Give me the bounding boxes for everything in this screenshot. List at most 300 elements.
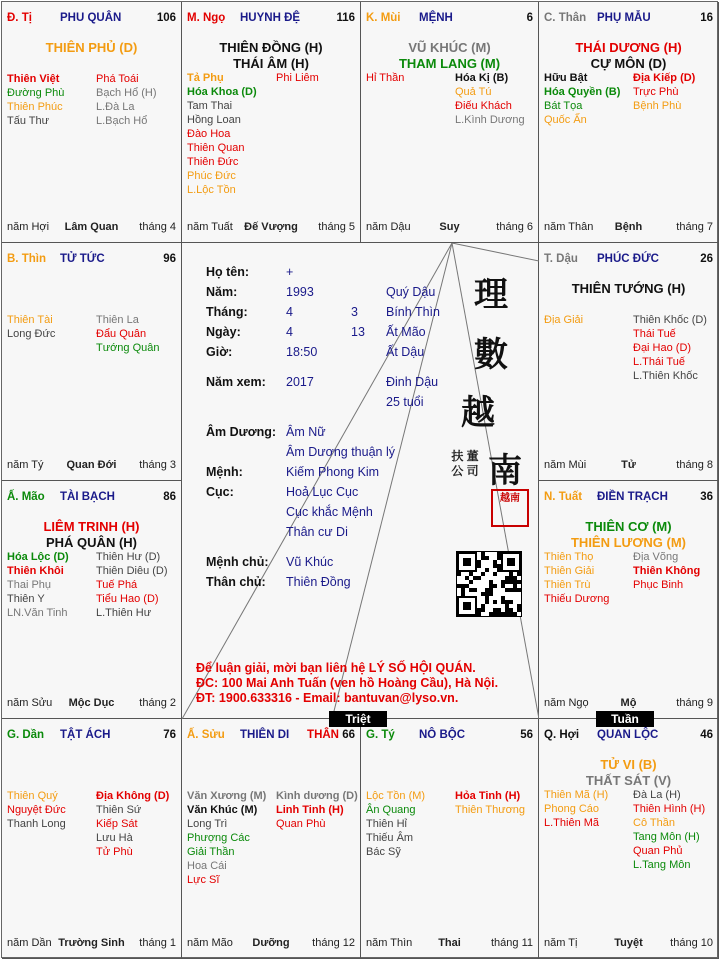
minor-star: Kình dương (D) xyxy=(276,790,358,802)
palace-age: 46 xyxy=(700,729,713,741)
info-value: 4 xyxy=(286,325,293,339)
year-label: năm Sửu xyxy=(7,697,53,709)
palace-age: 66 xyxy=(342,729,355,741)
year-label: năm Tị xyxy=(544,937,578,949)
minor-star: Thiên Việt xyxy=(7,73,60,85)
minor-star: Long Trì xyxy=(187,818,228,830)
minor-star: Thiên Hư (D) xyxy=(96,551,161,563)
main-star: THAM LANG (M) xyxy=(398,56,501,71)
minor-star: Hóa Khoa (D) xyxy=(187,86,257,98)
minor-stars-left xyxy=(7,789,66,831)
palace-name: PHU QUÂN xyxy=(60,12,122,24)
contact-line-1: Để luận giải, mời bạn liên hệ LÝ SỐ HỘI QUÁN. xyxy=(196,661,476,675)
palace-name: PHỤ MẪU xyxy=(597,12,651,24)
minor-star: Hồng Loan xyxy=(187,114,241,126)
calligraphy-char: 數 xyxy=(474,335,508,375)
minor-star: Bạch Hổ (H) xyxy=(96,87,157,99)
info-canchi: Ất Mão xyxy=(386,325,426,339)
calligraphy-char: 南 xyxy=(488,451,522,491)
minor-stars-right xyxy=(455,71,525,127)
minor-star: Đẩu Quân xyxy=(96,328,147,340)
minor-star: Văn Khúc (M) xyxy=(187,804,258,816)
year-label: năm Dậu xyxy=(366,221,411,233)
minor-star: Bác Sỹ xyxy=(366,846,401,858)
life-stage: Lâm Quan xyxy=(64,221,119,233)
life-stage: Tuyệt xyxy=(614,937,643,949)
palace-age: 56 xyxy=(520,729,533,741)
palace-footer xyxy=(7,459,176,472)
info-key: Âm Dương: xyxy=(206,425,277,439)
minor-star: Thiên Thương xyxy=(455,804,526,816)
life-stage: Suy xyxy=(439,221,460,233)
minor-star: Thái Tuế xyxy=(633,328,676,340)
main-star: THIÊN LƯƠNG (M) xyxy=(570,535,687,550)
main-stars xyxy=(2,519,181,551)
minor-star: Phong Cáo xyxy=(544,803,600,815)
minor-star: Phúc Đức xyxy=(187,170,236,182)
minor-star: Thiên Khốc (D) xyxy=(633,314,707,326)
month-label: tháng 6 xyxy=(496,221,533,233)
tu-vi-chart xyxy=(1,1,718,958)
minor-star: Tiểu Hao (D) xyxy=(96,593,159,605)
life-stage: Đế Vượng xyxy=(244,221,298,233)
minor-star: Đào Hoa xyxy=(187,128,231,140)
info-key: Năm: xyxy=(206,285,238,299)
minor-star: Thiên Y xyxy=(7,593,45,605)
month-label: tháng 3 xyxy=(139,459,176,471)
minor-star: Thiên Quý xyxy=(7,790,58,802)
life-stage: Quan Đới xyxy=(66,459,117,471)
palace-age: 76 xyxy=(163,729,176,741)
center-info-panel xyxy=(182,243,539,719)
minor-stars-right xyxy=(96,550,168,620)
life-stage: Mộ xyxy=(620,697,637,709)
minor-star: L.Bạch Hổ xyxy=(96,115,148,127)
contact-line-2: ĐC: 100 Mai Anh Tuấn (ven hồ Hoàng Cầu), Hà Nội. xyxy=(196,676,499,690)
palace-name: THIÊN DI xyxy=(240,729,290,741)
minor-star: L.Đà La xyxy=(96,101,135,113)
palace-footer xyxy=(187,937,355,950)
main-stars xyxy=(539,40,718,72)
palace-footer xyxy=(544,221,713,234)
minor-stars-left xyxy=(544,71,620,127)
palace-footer xyxy=(544,459,713,472)
main-stars xyxy=(2,40,181,56)
minor-stars-right xyxy=(96,789,169,859)
palace-age: 26 xyxy=(700,253,713,265)
minor-stars-left xyxy=(187,71,257,197)
calligraphy-char: 越 xyxy=(461,393,495,433)
minor-star: Tấu Thư xyxy=(7,115,50,127)
red-seal: 越南 xyxy=(491,489,529,527)
palace-age: 6 xyxy=(526,12,533,24)
minor-star: Văn Xương (M) xyxy=(187,790,267,802)
info-value: Thân cư Di xyxy=(286,525,348,539)
life-stage: Trường Sinh xyxy=(58,937,125,949)
minor-star: Tam Thai xyxy=(187,100,233,112)
palace-cell[interactable] xyxy=(182,719,361,959)
palace-header xyxy=(7,12,176,26)
minor-stars-left xyxy=(544,788,608,830)
palace-age: 106 xyxy=(156,12,176,24)
info-value-lunar: 3 xyxy=(351,305,358,319)
palace-footer xyxy=(7,937,176,950)
life-stage: Tử xyxy=(621,459,636,471)
palace-branch: Ấ. Mão xyxy=(7,491,45,503)
info-key: Cục: xyxy=(206,485,234,499)
life-stage: Bệnh xyxy=(614,221,643,233)
minor-star: Thiên Đức xyxy=(187,156,239,168)
minor-star: Tướng Quân xyxy=(96,342,160,354)
minor-star: Phượng Các xyxy=(187,832,250,844)
palace-cell[interactable] xyxy=(2,719,182,959)
palace-branch: N. Tuất xyxy=(544,491,583,503)
main-star: TỬ VI (B) xyxy=(600,757,657,772)
palace-name: TÀI BẠCH xyxy=(60,491,115,503)
month-label: tháng 12 xyxy=(312,937,355,949)
minor-star: Lực Sĩ xyxy=(187,874,220,886)
info-value: 2017 xyxy=(286,375,314,389)
minor-star: Quốc Ấn xyxy=(544,114,587,126)
minor-star: Quan Phủ xyxy=(633,845,683,857)
minor-star: Bệnh Phù xyxy=(633,100,682,112)
palace-branch: Đ. Tị xyxy=(7,12,32,24)
year-label: năm Thân xyxy=(544,221,594,233)
minor-star: Hóa Quyền (B) xyxy=(544,86,621,98)
info-canchi: Đinh Dậu xyxy=(386,375,439,389)
minor-star: Thiên Sứ xyxy=(96,804,142,816)
main-star: THÁI ÂM (H) xyxy=(233,56,309,71)
palace-cell[interactable] xyxy=(539,719,719,959)
palace-header xyxy=(544,253,713,267)
palace-name: TẬT ÁCH xyxy=(60,729,111,741)
info-key: Thân chủ: xyxy=(206,575,266,589)
minor-stars-left xyxy=(7,313,55,341)
minor-star: Thiên Giải xyxy=(544,565,595,577)
minor-star: Điếu Khách xyxy=(455,100,512,112)
month-label: tháng 4 xyxy=(139,221,176,233)
palace-cell[interactable] xyxy=(539,2,719,243)
month-label: tháng 8 xyxy=(676,459,713,471)
minor-star: Tử Phù xyxy=(96,846,133,858)
palace-footer xyxy=(7,221,176,234)
info-value: Hoả Lục Cục xyxy=(286,485,359,499)
palace-age: 16 xyxy=(700,12,713,24)
palace-header xyxy=(7,253,176,267)
month-label: tháng 10 xyxy=(670,937,713,949)
than-marker: THÂN xyxy=(307,729,339,741)
minor-stars-right xyxy=(276,71,319,85)
minor-star: Địa Võng xyxy=(633,551,679,563)
palace-header xyxy=(366,729,533,743)
palace-footer xyxy=(7,697,176,710)
main-stars xyxy=(539,757,718,789)
minor-star: Địa Không (D) xyxy=(96,790,170,802)
minor-star: Tang Môn (H) xyxy=(633,831,700,843)
minor-star: Hữu Bật xyxy=(544,72,588,84)
triet-marker: Triệt xyxy=(329,711,387,727)
palace-branch: K. Mùi xyxy=(366,12,401,24)
minor-star: Đà La (H) xyxy=(633,789,681,801)
info-key: Mệnh chủ: xyxy=(206,555,269,569)
minor-star: Thiên Trù xyxy=(544,579,591,591)
palace-age: 36 xyxy=(700,491,713,503)
month-label: tháng 2 xyxy=(139,697,176,709)
year-label: năm Mão xyxy=(187,937,233,949)
palace-cell[interactable] xyxy=(361,719,539,959)
main-star: CỰ MÔN (D) xyxy=(590,56,667,71)
main-star: LIÊM TRINH (H) xyxy=(43,519,140,534)
palace-branch: G. Dần xyxy=(7,729,45,741)
info-row xyxy=(206,464,446,480)
contact-info xyxy=(196,661,536,706)
palace-footer xyxy=(544,697,713,710)
minor-star: Phá Toái xyxy=(96,73,139,85)
minor-star: Thai Phụ xyxy=(7,579,52,591)
minor-star: Hoa Cái xyxy=(187,860,227,872)
info-canchi: Bính Thìn xyxy=(386,305,440,319)
palace-age: 96 xyxy=(163,253,176,265)
palace-footer xyxy=(187,221,355,234)
minor-stars-right xyxy=(96,313,160,355)
minor-stars-left xyxy=(366,71,404,85)
minor-stars-right xyxy=(633,313,707,383)
minor-star: Hóa Lộc (D) xyxy=(7,551,69,563)
minor-star: L.Thái Tuế xyxy=(633,356,685,368)
palace-name: QUAN LỘC xyxy=(597,729,659,741)
minor-stars-left xyxy=(544,313,583,327)
palace-header xyxy=(187,729,355,743)
minor-star: Cô Thần xyxy=(633,817,675,829)
minor-star: Thiếu Dương xyxy=(544,593,610,605)
minor-star: Quả Tú xyxy=(455,86,492,98)
year-label: năm Mùi xyxy=(544,459,587,471)
info-key: Mệnh: xyxy=(206,465,243,479)
palace-header xyxy=(7,491,176,505)
year-label: năm Ngọ xyxy=(544,697,589,709)
minor-star: Ân Quang xyxy=(366,804,416,816)
minor-stars-right xyxy=(455,789,525,817)
palace-name: MỆNH xyxy=(419,12,453,24)
palace-footer xyxy=(366,221,533,234)
main-star: THÁI DƯƠNG (H) xyxy=(575,40,682,55)
palace-header xyxy=(544,12,713,26)
calligraphy-char: 理 xyxy=(474,275,508,315)
main-star: THIÊN PHỦ (D) xyxy=(45,40,138,55)
minor-star: Tả Phụ xyxy=(187,72,224,84)
year-label: năm Dần xyxy=(7,937,52,949)
info-row xyxy=(206,524,446,540)
main-star: VŨ KHÚC (M) xyxy=(408,40,491,55)
minor-star: Long Đức xyxy=(7,328,56,340)
palace-cell[interactable] xyxy=(361,2,539,243)
main-star: THIÊN TƯỚNG (H) xyxy=(571,281,686,296)
minor-star: Hỏa Tinh (H) xyxy=(455,790,521,802)
palace-footer xyxy=(544,937,713,950)
palace-name: PHÚC ĐỨC xyxy=(597,253,659,265)
minor-star: LN.Văn Tinh xyxy=(7,607,68,619)
year-label: năm Tuất xyxy=(187,221,233,233)
palace-header xyxy=(544,491,713,505)
minor-star: Địa Giải xyxy=(544,314,584,326)
minor-star: Phi Liêm xyxy=(276,72,319,84)
main-stars xyxy=(539,519,718,551)
palace-header xyxy=(366,12,533,26)
palace-header xyxy=(187,12,355,26)
info-value: + xyxy=(286,265,294,279)
palace-cell[interactable] xyxy=(2,243,182,481)
minor-stars-left xyxy=(544,550,609,606)
minor-star: Thiên Hỉ xyxy=(366,818,407,830)
year-label: năm Thìn xyxy=(366,937,413,949)
info-row xyxy=(206,484,446,500)
sanhop-line xyxy=(452,243,539,261)
month-label: tháng 5 xyxy=(318,221,355,233)
minor-star: Thiên Khôi xyxy=(7,565,64,577)
minor-star: Thiên La xyxy=(96,314,139,326)
palace-name: NÔ BỘC xyxy=(419,729,465,741)
minor-stars-right xyxy=(633,71,695,113)
year-label: năm Tý xyxy=(7,459,44,471)
info-canchi: Quý Dậu xyxy=(386,285,436,299)
palace-branch: C. Thân xyxy=(544,12,587,24)
info-key: Họ tên: xyxy=(206,265,250,279)
info-row xyxy=(206,554,446,570)
minor-star: Bát Tọa xyxy=(544,100,583,112)
minor-stars-left xyxy=(7,550,69,620)
life-stage: Mộc Dục xyxy=(68,697,115,709)
main-star: PHÁ QUÂN (H) xyxy=(46,535,137,550)
palace-name: HUYNH ĐỆ xyxy=(240,12,301,24)
main-stars xyxy=(182,40,360,72)
palace-branch: M. Ngọ xyxy=(187,12,226,24)
info-row xyxy=(206,504,446,520)
info-value: Âm Nữ xyxy=(286,425,326,439)
info-value: Kiếm Phong Kim xyxy=(286,465,380,479)
month-label: tháng 9 xyxy=(676,697,713,709)
minor-star: Lộc Tồn (M) xyxy=(366,790,426,802)
minor-star: Thiên Thọ xyxy=(544,551,594,563)
palace-name: ĐIỀN TRẠCH xyxy=(597,491,668,503)
info-key: Ngày: xyxy=(206,325,241,339)
minor-star: Thiên Diêu (D) xyxy=(96,565,168,577)
minor-star: L.Thiên Hư xyxy=(96,607,152,619)
palace-branch: Ấ. Sửu xyxy=(187,729,225,741)
palace-footer xyxy=(366,937,533,950)
info-key: Tháng: xyxy=(206,305,248,319)
palace-cell[interactable] xyxy=(182,2,361,243)
minor-stars-left xyxy=(7,72,64,128)
info-row xyxy=(206,574,446,590)
minor-star: Thiếu Âm xyxy=(366,832,414,844)
palace-age: 86 xyxy=(163,491,176,503)
minor-star: Linh Tinh (H) xyxy=(276,804,344,816)
minor-star: Thiên Tài xyxy=(7,314,53,326)
minor-star: Nguyệt Đức xyxy=(7,804,66,816)
life-stage: Thai xyxy=(438,937,461,949)
minor-stars-left xyxy=(366,789,425,859)
minor-star: Kiếp Sát xyxy=(96,818,138,830)
tuan-marker: Tuần xyxy=(596,711,654,727)
company-vertical-text: 扶 董 公 司 xyxy=(451,449,479,478)
palace-branch: T. Dậu xyxy=(544,253,578,265)
minor-star: Thiên Hình (H) xyxy=(633,803,706,815)
info-value: Vũ Khúc xyxy=(286,555,334,569)
info-value-lunar: 13 xyxy=(351,325,365,339)
info-value: 18:50 xyxy=(286,345,318,359)
palace-cell[interactable] xyxy=(2,481,182,719)
info-row xyxy=(206,424,446,440)
main-star: THẤT SÁT (V) xyxy=(585,773,672,788)
minor-star: Phục Binh xyxy=(633,579,684,591)
minor-star: L.Tang Môn xyxy=(633,859,691,871)
minor-stars-left xyxy=(187,789,266,887)
palace-header xyxy=(7,729,176,743)
main-stars xyxy=(539,281,718,297)
qr-code[interactable] xyxy=(456,551,522,617)
info-key: Giờ: xyxy=(206,345,233,359)
life-stage: Dưỡng xyxy=(252,937,290,949)
minor-star: Thiên Không xyxy=(633,565,701,577)
minor-stars-right xyxy=(276,789,358,831)
minor-star: Hỉ Thần xyxy=(366,72,405,84)
minor-star: Đường Phù xyxy=(7,87,65,99)
minor-star: Tuế Phá xyxy=(96,579,138,591)
palace-cell[interactable] xyxy=(539,243,719,481)
minor-star: L.Thiên Khốc xyxy=(633,370,698,382)
info-key: Năm xem: xyxy=(206,375,266,389)
minor-stars-right xyxy=(633,788,705,872)
palace-cell[interactable] xyxy=(2,2,182,243)
minor-star: Thiên Mã (H) xyxy=(544,789,609,801)
minor-star: L.Kình Dương xyxy=(455,114,525,126)
palace-name: TỬ TỨC xyxy=(60,253,105,265)
minor-star: Địa Kiếp (D) xyxy=(633,72,696,84)
main-stars xyxy=(361,40,538,72)
palace-cell[interactable] xyxy=(539,481,719,719)
info-value: 4 xyxy=(286,305,293,319)
main-star: THIÊN CƠ (M) xyxy=(585,519,672,534)
contact-line-3: ĐT: 1900.633316 - Email: bantuvan@lyso.vn. xyxy=(196,691,459,705)
minor-star: L.Lộc Tồn xyxy=(187,184,236,196)
minor-star: L.Thiên Mã xyxy=(544,817,600,829)
minor-star: Thiên Quan xyxy=(187,142,245,154)
minor-star: Thanh Long xyxy=(7,818,66,830)
month-label: tháng 11 xyxy=(490,937,533,949)
minor-star: Giải Thần xyxy=(187,846,235,858)
month-label: tháng 7 xyxy=(676,221,713,233)
minor-star: Lưu Hà xyxy=(96,832,133,844)
palace-branch: B. Thìn xyxy=(7,253,46,265)
info-canchi: Ất Dậu xyxy=(386,345,425,359)
minor-star: Đại Hao (D) xyxy=(633,342,692,354)
info-value: 1993 xyxy=(286,285,314,299)
info-row xyxy=(206,444,446,460)
info-row xyxy=(206,374,526,390)
palace-branch: Q. Hợi xyxy=(544,729,580,741)
info-value: Thiên Đồng xyxy=(286,575,351,589)
palace-age: 116 xyxy=(336,12,355,24)
palace-header xyxy=(544,729,713,743)
info-value: Cục khắc Mệnh xyxy=(286,505,373,519)
month-label: tháng 1 xyxy=(139,937,176,949)
minor-stars-right xyxy=(96,72,157,128)
minor-stars-right xyxy=(633,550,700,592)
year-label: năm Hợi xyxy=(7,221,50,233)
minor-star: Thiên Phúc xyxy=(7,101,63,113)
minor-star: Quan Phù xyxy=(276,818,326,830)
info-canchi: 25 tuổi xyxy=(386,395,424,409)
